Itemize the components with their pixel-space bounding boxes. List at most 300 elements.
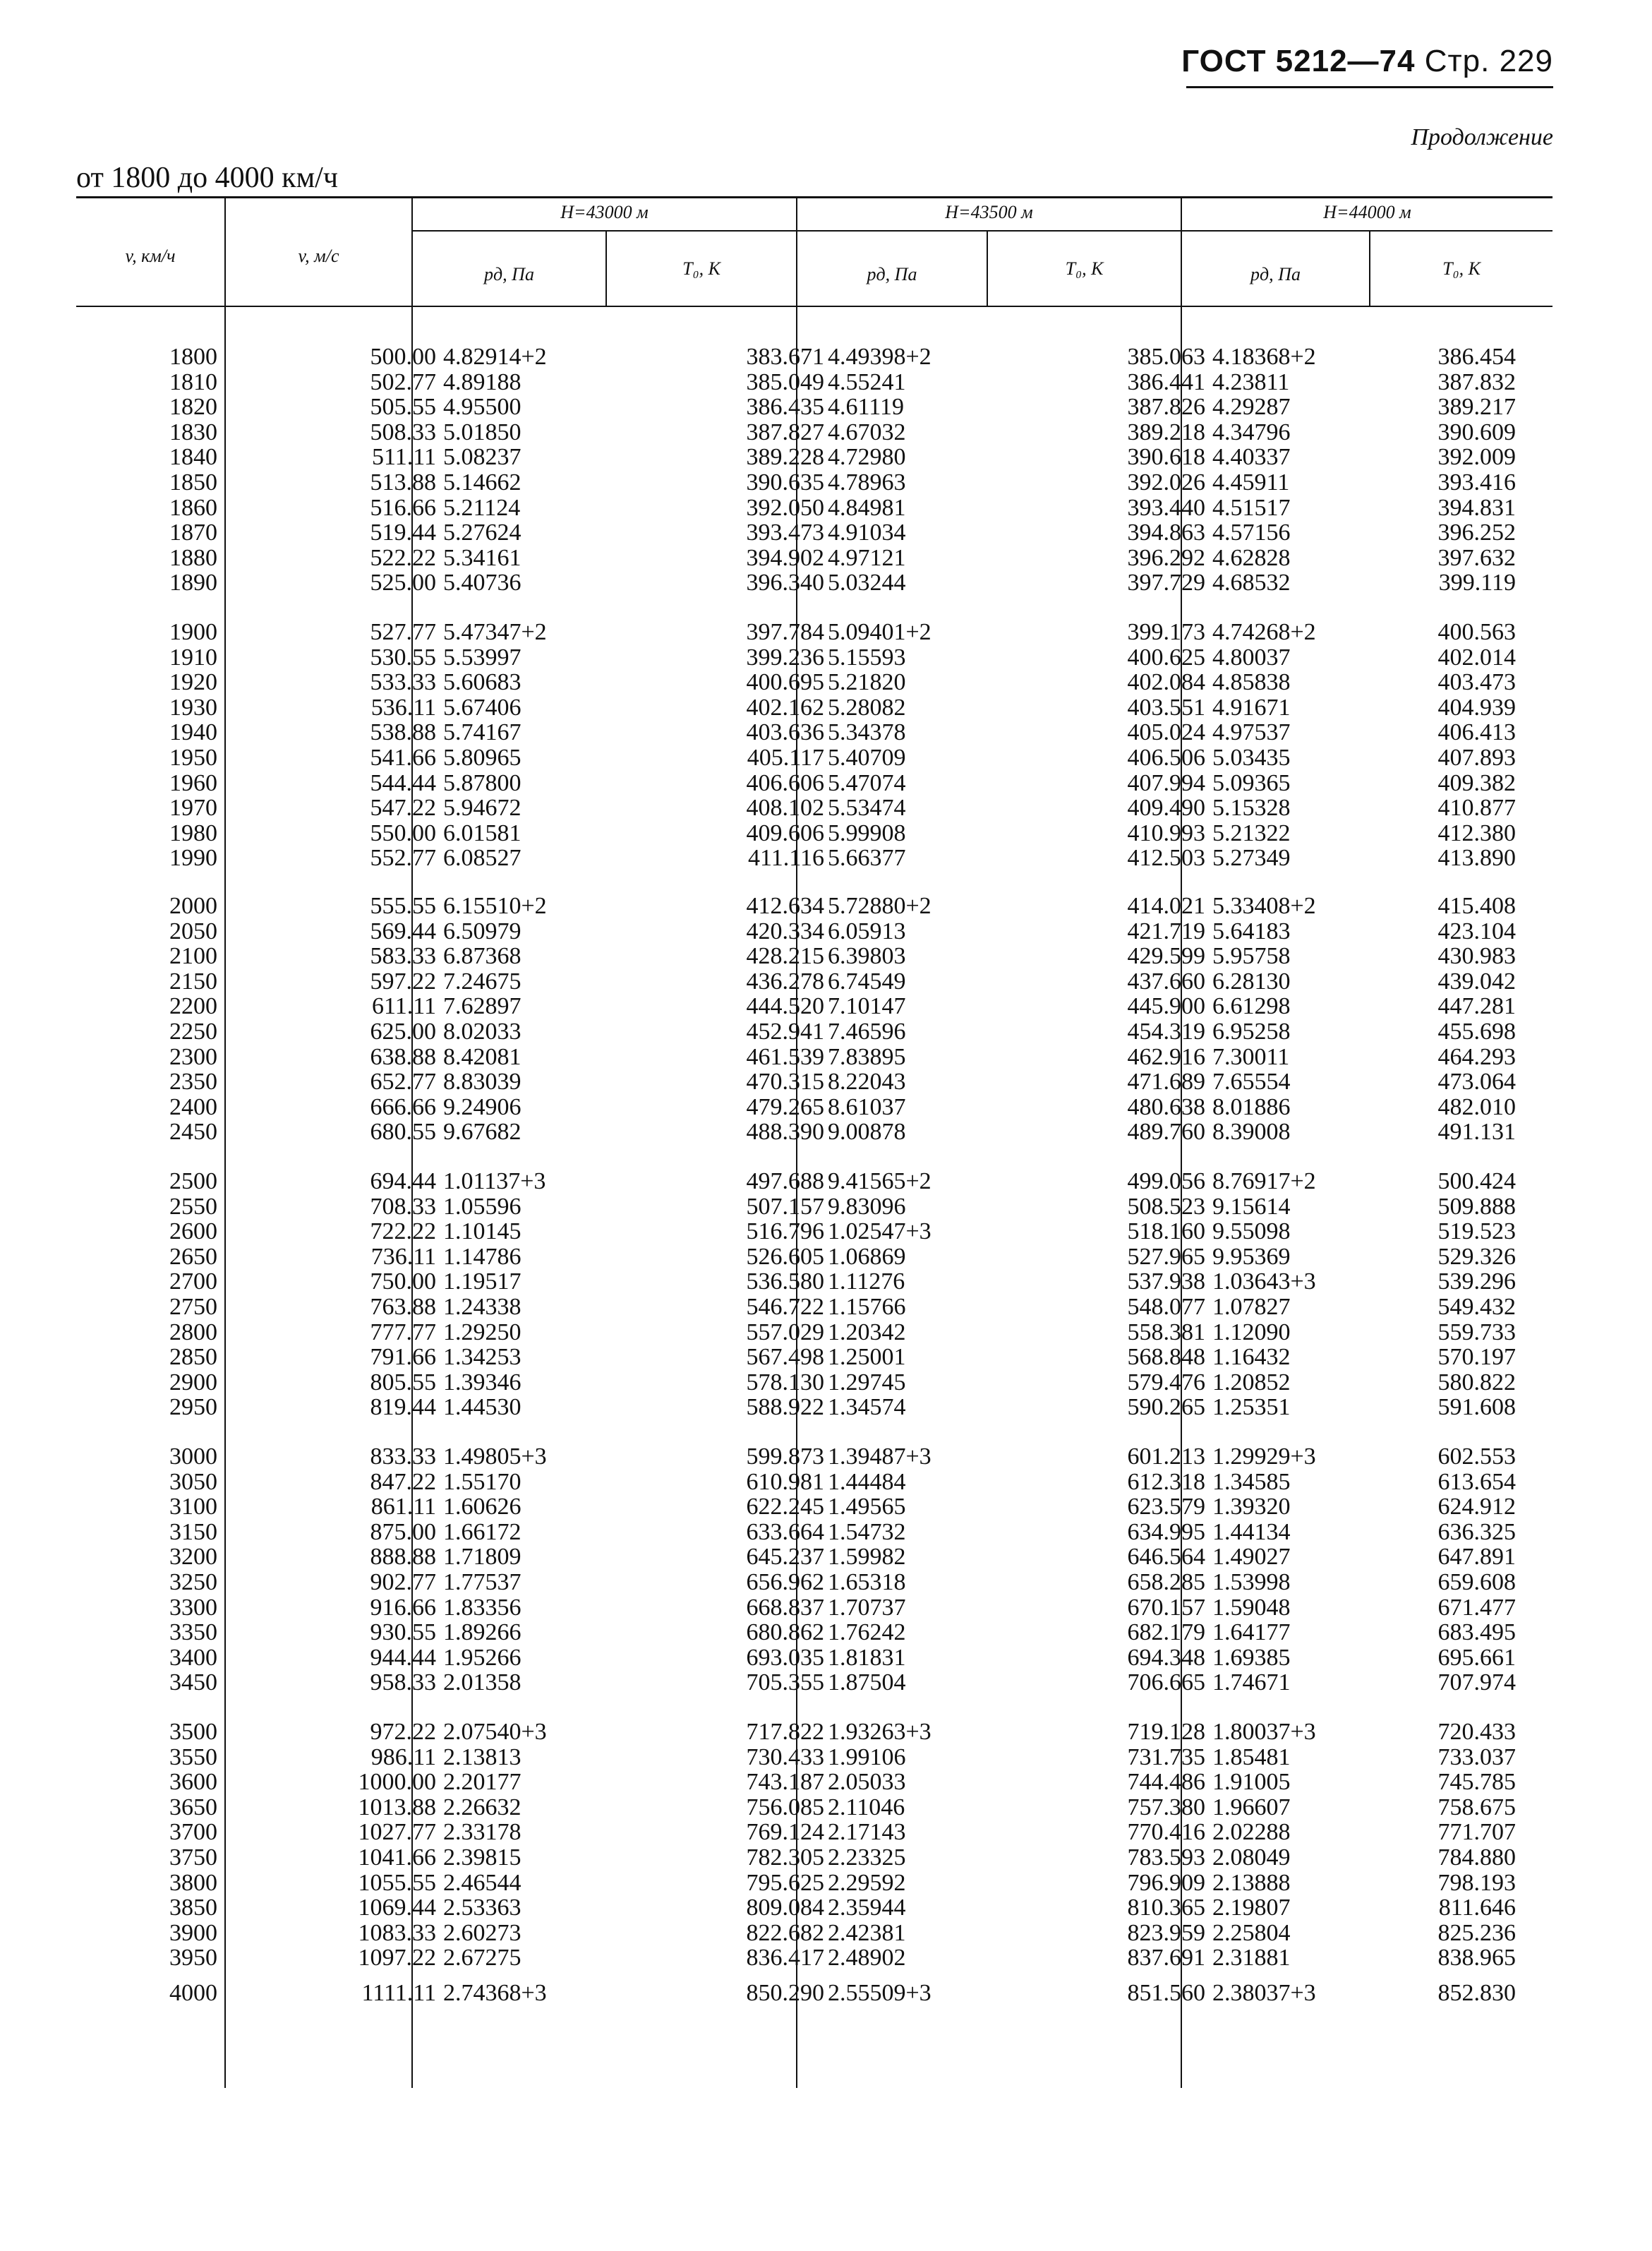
t-cell-43000: 436.278 (746, 968, 824, 995)
v-ms-cell: 583.33 (370, 943, 436, 970)
t-cell-44000: 415.408 (1437, 893, 1516, 919)
t-cell-44000: 771.707 (1437, 1819, 1516, 1846)
p-cell-44000: 6.61298 (1212, 993, 1291, 1020)
t-cell-43500: 810.365 (1127, 1895, 1205, 1921)
v-kmh-cell: 3350 (169, 1619, 217, 1646)
table-row (76, 1820, 1552, 1845)
v-ms-cell: 1027.77 (358, 1819, 436, 1846)
t-cell-43000: 782.305 (746, 1844, 824, 1871)
t-cell-43500: 499.056 (1127, 1168, 1205, 1194)
t-cell-43000: 567.498 (746, 1344, 824, 1371)
v-kmh-cell: 3400 (169, 1644, 217, 1671)
p-cell-44000: 1.74671 (1212, 1669, 1291, 1696)
p-cell-44000: 2.02288 (1212, 1819, 1291, 1846)
v-ms-cell: 516.66 (370, 494, 436, 521)
t-cell-43500: 445.900 (1127, 993, 1205, 1020)
v-ms-cell: 500.00 (370, 344, 436, 370)
p-cell-43500: 1.25001 (828, 1344, 906, 1371)
t-cell-43500: 548.077 (1127, 1293, 1205, 1320)
v-ms-cell: 1069.44 (358, 1895, 436, 1921)
p-cell-43500: 1.99106 (828, 1743, 906, 1770)
header-p-3: pд, Па (1250, 264, 1301, 284)
v-kmh-cell: 2550 (169, 1193, 217, 1220)
t-cell-43000: 557.029 (746, 1319, 824, 1345)
p-cell-43000: 5.08237 (443, 444, 521, 471)
t-cell-44000: 529.326 (1437, 1243, 1516, 1270)
t-cell-43000: 444.520 (746, 993, 824, 1020)
table-row (76, 1269, 1552, 1295)
v-kmh-cell: 1950 (169, 744, 217, 771)
t-cell-43000: 822.682 (746, 1919, 824, 1946)
v-ms-cell: 777.77 (370, 1319, 436, 1345)
v-ms-cell: 502.77 (370, 368, 436, 395)
p-cell-43000: 5.01850 (443, 419, 521, 445)
table-row (76, 1595, 1552, 1621)
header-t-1: T₀, К (682, 258, 721, 279)
t-cell-43500: 682.179 (1127, 1619, 1205, 1646)
p-cell-43000: 1.44530 (443, 1394, 521, 1421)
v-kmh-cell: 1800 (169, 344, 217, 370)
p-cell-43000: 5.53997 (443, 644, 521, 671)
t-cell-44000: 659.608 (1437, 1568, 1516, 1595)
t-cell-44000: 402.014 (1437, 644, 1516, 671)
p-cell-43000: 1.39346 (443, 1369, 521, 1395)
p-cell-44000: 4.68532 (1212, 570, 1291, 596)
table-row (76, 969, 1552, 995)
p-cell-43000: 6.01581 (443, 820, 521, 846)
v-kmh-cell: 2200 (169, 993, 217, 1020)
p-cell-43000: 5.94672 (443, 795, 521, 822)
v-ms-cell: 1097.22 (358, 1945, 436, 1971)
table-row (76, 344, 1552, 370)
table-row (76, 1719, 1552, 1745)
t-cell-43500: 851.560 (1127, 1980, 1205, 2006)
t-cell-43500: 527.965 (1127, 1243, 1205, 1270)
table-row (76, 1095, 1552, 1120)
v-kmh-cell: 2700 (169, 1268, 217, 1295)
t-cell-43500: 518.160 (1127, 1218, 1205, 1245)
t-cell-43500: 770.416 (1127, 1819, 1205, 1846)
t-cell-43000: 394.902 (746, 544, 824, 571)
table-row (76, 695, 1552, 721)
table-row (76, 821, 1552, 846)
v-ms-cell: 944.44 (370, 1644, 436, 1671)
v-ms-cell: 530.55 (370, 644, 436, 671)
v-kmh-cell: 2400 (169, 1093, 217, 1120)
p-cell-43500: 2.35944 (828, 1895, 906, 1921)
p-cell-43500: 5.53474 (828, 795, 906, 822)
header-altitude-2: H=43500 м (945, 202, 1033, 222)
t-cell-43000: 536.580 (746, 1268, 824, 1295)
p-cell-44000: 2.08049 (1212, 1844, 1291, 1871)
p-cell-43000: 7.62897 (443, 993, 521, 1020)
p-cell-43500: 5.03244 (828, 570, 906, 596)
page-header (1181, 44, 1553, 79)
p-cell-43000: 1.95266 (443, 1644, 521, 1671)
table-row (76, 1069, 1552, 1095)
t-cell-44000: 745.785 (1437, 1769, 1516, 1796)
t-cell-44000: 509.888 (1437, 1193, 1516, 1220)
t-cell-44000: 410.877 (1437, 795, 1516, 822)
table-row (76, 1544, 1552, 1570)
v-ms-cell: 791.66 (370, 1344, 436, 1371)
t-cell-44000: 409.382 (1437, 769, 1516, 796)
header-bottom-rule (76, 306, 1552, 307)
data-table (76, 196, 1552, 2088)
p-cell-43000: 5.14662 (443, 469, 521, 496)
table-row (76, 1945, 1552, 1971)
v-kmh-cell: 3800 (169, 1869, 217, 1896)
header-t-2: T₀, К (1065, 258, 1104, 279)
table-row (76, 1745, 1552, 1770)
table-row (76, 944, 1552, 969)
p-cell-43000: 6.50979 (443, 918, 521, 944)
t-cell-44000: 539.296 (1437, 1268, 1516, 1295)
t-cell-43500: 414.021 (1127, 893, 1205, 919)
table-row (76, 370, 1552, 395)
table-row (76, 796, 1552, 821)
v-kmh-cell: 2100 (169, 943, 217, 970)
table-row (76, 670, 1552, 695)
t-cell-44000: 784.880 (1437, 1844, 1516, 1871)
p-cell-44000: 1.96607 (1212, 1794, 1291, 1820)
p-cell-43500: 1.06869 (828, 1243, 906, 1270)
v-ms-cell: 555.55 (370, 893, 436, 919)
t-cell-44000: 394.831 (1437, 494, 1516, 521)
table-row (76, 771, 1552, 796)
p-cell-43000: 8.83039 (443, 1069, 521, 1096)
p-cell-43000: 5.67406 (443, 694, 521, 721)
v-kmh-cell: 3600 (169, 1769, 217, 1796)
v-ms-cell: 722.22 (370, 1218, 436, 1245)
t-cell-44000: 439.042 (1437, 968, 1516, 995)
v-kmh-cell: 2250 (169, 1018, 217, 1045)
t-cell-43000: 406.606 (746, 769, 824, 796)
t-cell-43500: 744.486 (1127, 1769, 1205, 1796)
v-ms-cell: 652.77 (370, 1069, 436, 1096)
p-cell-43500: 1.81831 (828, 1644, 906, 1671)
p-cell-43000: 2.07540+3 (443, 1719, 547, 1745)
v-ms-cell: 536.11 (370, 694, 436, 721)
t-cell-43000: 389.228 (746, 444, 824, 471)
p-cell-44000: 2.19807 (1212, 1895, 1291, 1921)
t-cell-43500: 568.848 (1127, 1344, 1205, 1371)
v-kmh-cell: 1810 (169, 368, 217, 395)
v-kmh-cell: 1970 (169, 795, 217, 822)
p-cell-43000: 6.15510+2 (443, 893, 547, 919)
p-cell-43000: 2.20177 (443, 1769, 521, 1796)
p-cell-44000: 8.39008 (1212, 1119, 1291, 1146)
p-cell-43000: 5.47347+2 (443, 619, 547, 645)
p-cell-43500: 4.91034 (828, 520, 906, 546)
t-cell-43000: 633.664 (746, 1518, 824, 1545)
p-cell-44000: 1.20852 (1212, 1369, 1291, 1395)
table-row (76, 1670, 1552, 1695)
p-cell-43000: 1.60626 (443, 1494, 521, 1520)
t-cell-43500: 387.826 (1127, 394, 1205, 421)
t-cell-44000: 396.252 (1437, 520, 1516, 546)
p-cell-44000: 4.74268+2 (1212, 619, 1316, 645)
t-cell-44000: 624.912 (1437, 1494, 1516, 1520)
t-cell-43000: 497.688 (746, 1168, 824, 1194)
p-cell-43500: 1.93263+3 (828, 1719, 931, 1745)
v-ms-cell: 547.22 (370, 795, 436, 822)
t-cell-44000: 423.104 (1437, 918, 1516, 944)
table-row (76, 1520, 1552, 1545)
table-row (76, 1045, 1552, 1070)
v-ms-cell: 1055.55 (358, 1869, 436, 1896)
v-kmh-cell: 3950 (169, 1945, 217, 1971)
table-row (76, 570, 1552, 596)
table-row (76, 1921, 1552, 1946)
t-cell-43000: 717.822 (746, 1719, 824, 1745)
p-cell-43000: 1.49805+3 (443, 1443, 547, 1470)
p-cell-43500: 2.48902 (828, 1945, 906, 1971)
p-cell-44000: 4.29287 (1212, 394, 1291, 421)
t-cell-43500: 386.441 (1127, 368, 1205, 395)
p-cell-43000: 1.19517 (443, 1268, 521, 1295)
v-ms-cell: 847.22 (370, 1468, 436, 1495)
t-cell-43000: 795.625 (746, 1869, 824, 1896)
t-cell-43500: 412.503 (1127, 845, 1205, 872)
header-rule (1186, 86, 1553, 88)
table-row (76, 1845, 1552, 1871)
v-kmh-cell: 1940 (169, 719, 217, 746)
v-kmh-cell: 1880 (169, 544, 217, 571)
v-ms-cell: 522.22 (370, 544, 436, 571)
p-cell-43000: 9.67682 (443, 1119, 521, 1146)
p-cell-44000: 6.95258 (1212, 1018, 1291, 1045)
v-ms-cell: 625.00 (370, 1018, 436, 1045)
table-row (76, 620, 1552, 645)
v-kmh-cell: 2450 (169, 1119, 217, 1146)
t-cell-43500: 407.994 (1127, 769, 1205, 796)
t-cell-44000: 683.495 (1437, 1619, 1516, 1646)
t-cell-43500: 706.665 (1127, 1669, 1205, 1696)
t-cell-43500: 796.909 (1127, 1869, 1205, 1896)
v-kmh-cell: 2350 (169, 1069, 217, 1096)
p-cell-43500: 5.21820 (828, 669, 906, 696)
p-cell-43000: 8.42081 (443, 1043, 521, 1070)
p-cell-44000: 8.76917+2 (1212, 1168, 1316, 1194)
t-cell-44000: 500.424 (1437, 1168, 1516, 1194)
t-cell-43000: 411.116 (748, 845, 824, 872)
v-ms-cell: 552.77 (370, 845, 436, 872)
t-cell-43500: 837.691 (1127, 1945, 1205, 1971)
p-cell-44000: 2.25804 (1212, 1919, 1291, 1946)
p-cell-44000: 4.23811 (1212, 368, 1290, 395)
t-cell-43500: 393.440 (1127, 494, 1205, 521)
table-row (76, 470, 1552, 496)
t-cell-44000: 559.733 (1437, 1319, 1516, 1345)
t-cell-43500: 623.579 (1127, 1494, 1205, 1520)
p-cell-44000: 7.30011 (1212, 1043, 1290, 1070)
p-cell-43500: 6.74549 (828, 968, 906, 995)
t-cell-43000: 730.433 (746, 1743, 824, 1770)
t-cell-44000: 519.523 (1437, 1218, 1516, 1245)
p-cell-43500: 5.66377 (828, 845, 906, 872)
v-kmh-cell: 3150 (169, 1518, 217, 1545)
v-kmh-cell: 3250 (169, 1568, 217, 1595)
p-cell-43000: 2.53363 (443, 1895, 521, 1921)
table-row (76, 1570, 1552, 1595)
page-number: Стр. 229 (1424, 44, 1553, 78)
table-row (76, 1295, 1552, 1320)
p-cell-43500: 2.11046 (828, 1794, 905, 1820)
t-cell-43000: 610.981 (746, 1468, 824, 1495)
v-ms-cell: 525.00 (370, 570, 436, 596)
table-row (76, 1871, 1552, 1896)
p-cell-44000: 1.64177 (1212, 1619, 1291, 1646)
p-cell-43500: 1.87504 (828, 1669, 906, 1696)
p-cell-43500: 1.49565 (828, 1494, 906, 1520)
t-cell-43500: 590.265 (1127, 1394, 1205, 1421)
p-cell-43000: 4.82914+2 (443, 344, 547, 370)
t-cell-44000: 464.293 (1437, 1043, 1516, 1070)
t-cell-43500: 397.729 (1127, 570, 1205, 596)
p-cell-43000: 6.08527 (443, 845, 521, 872)
table-row (76, 496, 1552, 521)
p-cell-44000: 5.27349 (1212, 845, 1291, 872)
group-header-rule (411, 230, 1552, 232)
p-cell-43000: 1.66172 (443, 1518, 521, 1545)
v-kmh-cell: 2950 (169, 1394, 217, 1421)
v-ms-cell: 611.11 (372, 993, 436, 1020)
t-cell-43500: 405.024 (1127, 719, 1205, 746)
t-cell-44000: 389.217 (1437, 394, 1516, 421)
t-cell-43000: 656.962 (746, 1568, 824, 1595)
table-row (76, 1244, 1552, 1270)
v-kmh-cell: 3500 (169, 1719, 217, 1745)
v-ms-cell: 1083.33 (358, 1919, 436, 1946)
p-cell-43000: 5.34161 (443, 544, 521, 571)
p-cell-43000: 1.14786 (443, 1243, 521, 1270)
p-cell-43500: 5.47074 (828, 769, 906, 796)
table-row (76, 1219, 1552, 1244)
table-block (76, 1169, 1552, 1420)
p-cell-43000: 2.46544 (443, 1869, 521, 1896)
t-cell-44000: 811.646 (1438, 1895, 1516, 1921)
v-ms-cell: 736.11 (370, 1243, 436, 1270)
v-kmh-cell: 1850 (169, 469, 217, 496)
t-cell-44000: 758.675 (1437, 1794, 1516, 1820)
v-ms-cell: 958.33 (370, 1669, 436, 1696)
v-kmh-cell: 3700 (169, 1819, 217, 1846)
t-cell-43000: 578.130 (746, 1369, 824, 1395)
t-cell-43500: 462.916 (1127, 1043, 1205, 1070)
table-row (76, 1395, 1552, 1420)
t-cell-43000: 390.635 (746, 469, 824, 496)
v-ms-cell: 544.44 (370, 769, 436, 796)
p-cell-44000: 1.16432 (1212, 1344, 1291, 1371)
p-cell-43500: 4.55241 (828, 368, 906, 395)
p-cell-43000: 2.33178 (443, 1819, 521, 1846)
t-cell-44000: 400.563 (1437, 619, 1516, 645)
p-cell-44000: 1.03643+3 (1212, 1268, 1316, 1295)
p-cell-43000: 5.87800 (443, 769, 521, 796)
table-row (76, 720, 1552, 745)
t-cell-43000: 396.340 (746, 570, 824, 596)
v-kmh-cell: 3900 (169, 1919, 217, 1946)
p-cell-44000: 4.62828 (1212, 544, 1291, 571)
v-ms-cell: 666.66 (370, 1093, 436, 1120)
t-cell-44000: 447.281 (1437, 993, 1516, 1020)
v-ms-cell: 819.44 (370, 1394, 436, 1421)
t-cell-43000: 836.417 (746, 1945, 824, 1971)
p-cell-43500: 4.72980 (828, 444, 906, 471)
p-cell-43000: 7.24675 (443, 968, 521, 995)
p-cell-43000: 2.60273 (443, 1919, 521, 1946)
v-kmh-cell: 1890 (169, 570, 217, 596)
p-cell-44000: 1.80037+3 (1212, 1719, 1316, 1745)
v-kmh-cell: 1820 (169, 394, 217, 421)
p-cell-44000: 9.95369 (1212, 1243, 1291, 1270)
t-cell-43500: 612.318 (1127, 1468, 1205, 1495)
p-cell-43500: 5.09401+2 (828, 619, 931, 645)
v-kmh-cell: 3000 (169, 1443, 217, 1470)
v-ms-cell: 875.00 (370, 1518, 436, 1545)
p-cell-44000: 2.31881 (1212, 1945, 1291, 1971)
p-cell-43500: 8.61037 (828, 1093, 906, 1120)
t-cell-43000: 387.827 (746, 419, 824, 445)
table-row (76, 1470, 1552, 1495)
t-cell-43000: 756.085 (746, 1794, 824, 1820)
t-cell-44000: 404.939 (1437, 694, 1516, 721)
t-cell-43500: 783.593 (1127, 1844, 1205, 1871)
v-kmh-cell: 3200 (169, 1544, 217, 1571)
p-cell-44000: 4.97537 (1212, 719, 1291, 746)
table-block (76, 620, 1552, 871)
p-cell-44000: 1.49027 (1212, 1544, 1291, 1571)
t-cell-44000: 406.413 (1437, 719, 1516, 746)
p-cell-43500: 1.44484 (828, 1468, 906, 1495)
t-cell-43000: 488.390 (746, 1119, 824, 1146)
p-cell-43500: 4.84981 (828, 494, 906, 521)
p-cell-44000: 9.15614 (1212, 1193, 1291, 1220)
t-cell-44000: 491.131 (1437, 1119, 1516, 1146)
v-kmh-cell: 3100 (169, 1494, 217, 1520)
p-cell-43500: 7.83895 (828, 1043, 906, 1070)
t-cell-44000: 473.064 (1437, 1069, 1516, 1096)
v-ms-cell: 533.33 (370, 669, 436, 696)
t-cell-43500: 646.564 (1127, 1544, 1205, 1571)
p-cell-43000: 1.29250 (443, 1319, 521, 1345)
t-cell-44000: 413.890 (1437, 845, 1516, 872)
v-ms-cell: 550.00 (370, 820, 436, 846)
p-cell-43000: 5.27624 (443, 520, 521, 546)
v-ms-cell: 1041.66 (358, 1844, 436, 1871)
t-cell-43000: 393.473 (746, 520, 824, 546)
table-row (76, 1895, 1552, 1921)
p-cell-44000: 5.21322 (1212, 820, 1291, 846)
p-cell-43500: 8.22043 (828, 1069, 906, 1096)
p-cell-44000: 1.69385 (1212, 1644, 1291, 1671)
v-kmh-cell: 1930 (169, 694, 217, 721)
t-cell-43500: 489.760 (1127, 1119, 1205, 1146)
v-ms-cell: 541.66 (370, 744, 436, 771)
p-cell-43500: 4.97121 (828, 544, 906, 571)
table-row (76, 1795, 1552, 1820)
p-cell-43500: 1.02547+3 (828, 1218, 931, 1245)
p-cell-43000: 1.01137+3 (443, 1168, 546, 1194)
p-cell-44000: 1.25351 (1212, 1394, 1291, 1421)
t-cell-43000: 680.862 (746, 1619, 824, 1646)
v-kmh-cell: 1990 (169, 845, 217, 872)
v-ms-cell: 505.55 (370, 394, 436, 421)
p-cell-43500: 2.17143 (828, 1819, 906, 1846)
p-cell-43500: 1.54732 (828, 1518, 906, 1545)
t-cell-43000: 461.539 (746, 1043, 824, 1070)
